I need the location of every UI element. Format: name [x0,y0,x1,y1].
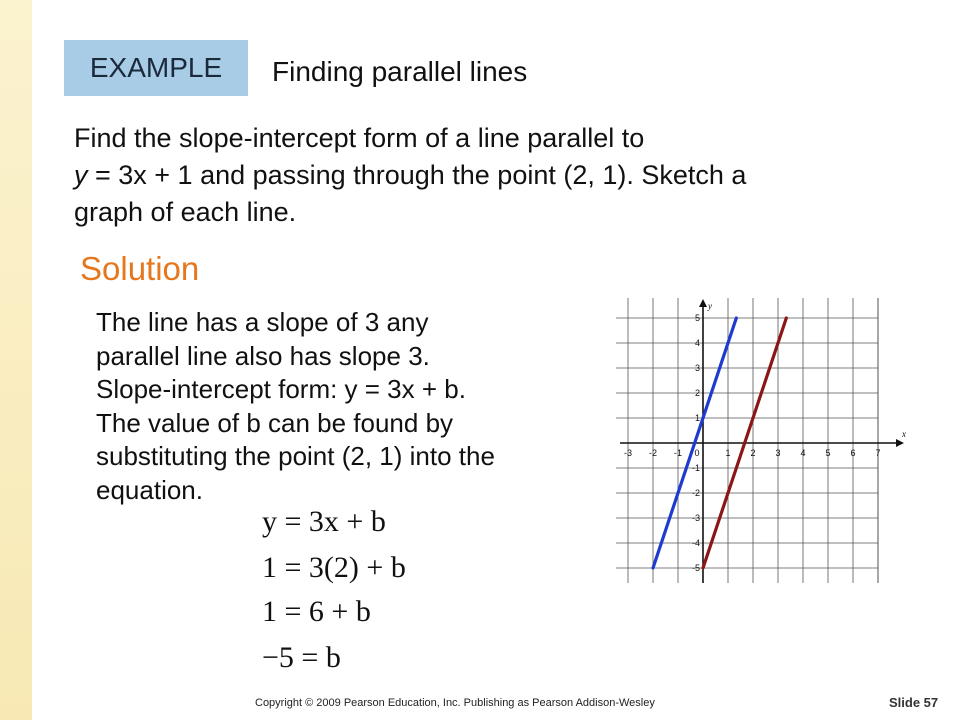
footer-copyright: Copyright © 2009 Pearson Education, Inc. Publishing as Pearson Addison-Wesley [255,697,655,709]
y-tick-label: 3 [694,363,700,373]
example-title: Finding parallel lines [272,56,528,87]
equation-step: 1 = 6 + b [262,595,371,628]
x-tick-label: 6 [850,448,856,458]
problem-y-variable: y [74,160,88,190]
explanation-line: Slope-intercept form: y = 3x + b. [96,374,466,404]
footer-slide-number: Slide 57 [889,695,939,710]
explanation-line: substituting the point (2, 1) into the [96,441,495,471]
problem-line-1: Find the slope-intercept form of a line parallel to [74,123,645,153]
explanation-line: parallel line also has slope 3. [96,340,430,371]
y-tick-label: 5 [694,313,700,323]
x-tick-label: -1 [673,448,683,458]
y-tick-label: 1 [694,413,700,423]
x-tick-label: 4 [800,448,806,458]
y-axis-label: y [708,301,712,311]
x-tick-label: 2 [750,448,756,458]
x-tick-label: 3 [775,448,781,458]
x-tick-label: 7 [875,448,881,458]
y-axis-arrow-icon [699,299,707,307]
x-axis-arrow-icon [896,439,904,447]
coordinate-graph [616,298,916,583]
problem-line-2 [74,157,894,194]
equation-step: −5 = b [262,641,341,674]
x-tick-label: 5 [825,448,831,458]
x-axis-label: x [902,429,906,439]
y-tick-label: -1 [691,463,700,473]
example-badge [64,40,248,96]
x-tick-label: 0 [694,448,700,458]
solution-heading: Solution [80,250,200,287]
x-tick-label: -3 [623,448,633,458]
decorative-side-strip [0,0,32,720]
problem-statement [74,120,894,231]
x-tick-label: -2 [648,448,658,458]
explanation-line: The value of b can be found by [96,407,454,438]
problem-line-3: graph of each line. [74,197,297,227]
equation-step: 1 = 3(2) + b [262,551,406,584]
y-tick-label: -4 [691,538,700,548]
example-badge-label: EXAMPLE [89,52,223,83]
explanation-line: equation. [96,474,203,505]
explanation-line: The line has a slope of 3 any [96,307,429,337]
y-tick-label: -2 [691,488,700,498]
x-tick-label: 1 [725,448,731,458]
solution-explanation [96,306,606,507]
equation-step: y = 3x + b [262,505,386,538]
y-tick-label: -5 [691,563,700,573]
y-tick-label: 2 [694,388,700,398]
y-tick-label: -3 [691,513,700,523]
y-tick-label: 4 [694,338,700,348]
problem-line-2-text: = 3x + 1 and passing through the point (2, 1). Sketch a [87,160,747,190]
